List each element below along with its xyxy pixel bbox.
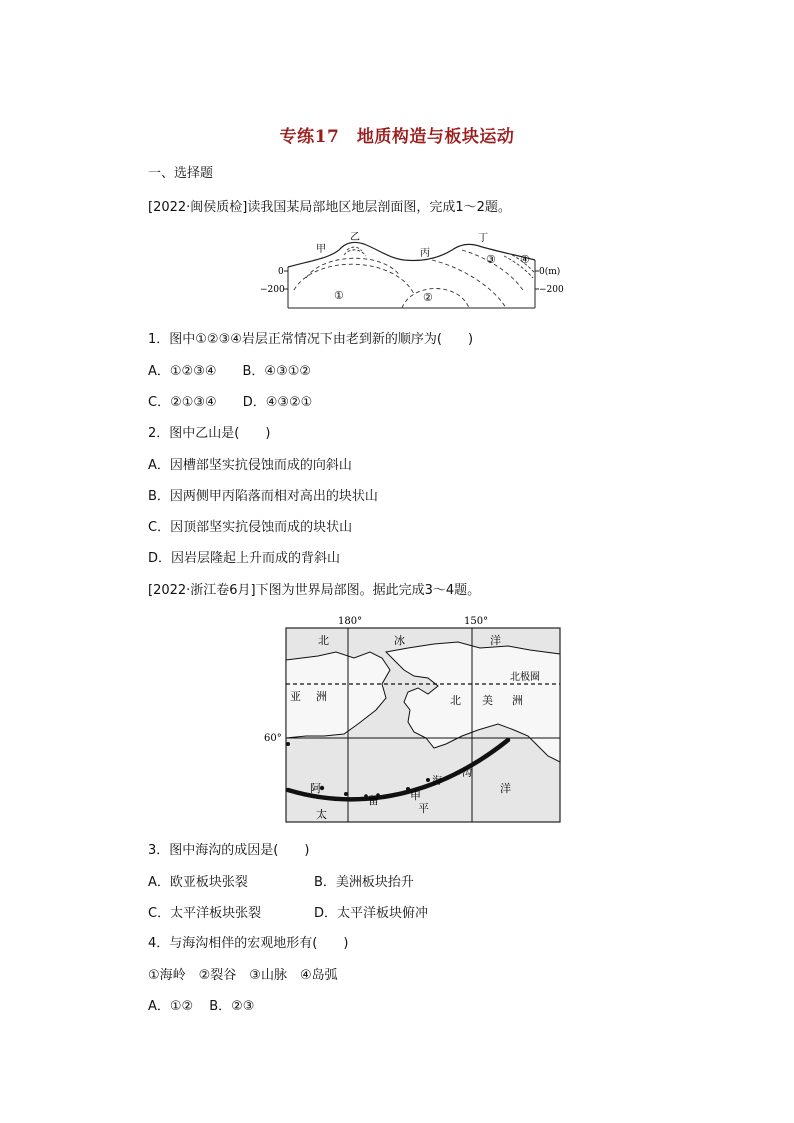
section-heading: 一、选择题	[148, 166, 214, 181]
layer-2: ②	[423, 291, 433, 304]
question-1: 1．图中①②③④岩层正常情况下由老到新的顺序为( )	[148, 332, 474, 347]
namerica-3: 洲	[512, 694, 523, 707]
axis-zero-left: 0	[278, 267, 284, 277]
q1-option-c[interactable]: C．②①③④	[148, 395, 217, 410]
world-map-figure	[258, 612, 564, 826]
q4-option-a[interactable]: A．①②	[148, 999, 194, 1014]
aleutian-3: 申	[410, 789, 421, 802]
pacific-3: 洋	[500, 782, 511, 795]
page-title: 专练17 地质构造与板块运动	[279, 127, 515, 147]
label-bing: 丙	[420, 248, 430, 259]
asia-1: 亚	[290, 690, 301, 703]
axis-minus-left: −200	[260, 285, 285, 295]
lon-150: 150°	[464, 616, 489, 627]
trench-1: 海	[432, 776, 442, 787]
trench-2: 沟	[462, 768, 472, 779]
aleutian-2: 留	[368, 794, 379, 807]
q1-option-b[interactable]: B．④③①②	[242, 364, 312, 379]
q2-option-a[interactable]: A．因槽部坚实抗侵蚀而成的向斜山	[148, 458, 352, 473]
ocean-top-2: 冰	[394, 634, 405, 647]
axis-minus-right: −200	[539, 285, 564, 295]
ocean-top-3: 洋	[490, 634, 501, 647]
cross-section-figure	[254, 230, 574, 312]
lon-180: 180°	[338, 616, 363, 627]
q3-option-b[interactable]: B．美洲板块抬升	[314, 875, 414, 890]
question-1-options-ab	[148, 363, 311, 381]
question-3-options-ab	[148, 874, 414, 892]
layer-3: ③	[486, 253, 496, 266]
question-1-options-cd	[148, 394, 312, 412]
asia-2: 洲	[316, 690, 327, 703]
lat-60: 60°	[264, 733, 282, 744]
question-3: 3．图中海沟的成因是( )	[148, 843, 310, 858]
pacific-2: 平	[418, 802, 429, 815]
label-jia: 甲	[316, 244, 326, 255]
question-2: 2．图中乙山是( )	[148, 426, 271, 441]
axis-zero-right: 0(m)	[539, 267, 561, 277]
source-note-1: [2022·闽侯质检]读我国某局部地区地层剖面图，完成1～2题。	[148, 200, 511, 215]
arctic-circle-label: 北极圈	[510, 672, 540, 683]
q2-option-b[interactable]: B．因两侧甲丙陷落而相对高出的块状山	[148, 489, 378, 504]
q2-option-d[interactable]: D．因岩层隆起上升而成的背斜山	[148, 551, 341, 566]
question-4: 4．与海沟相伴的宏观地形有( )	[148, 936, 349, 951]
namerica-1: 北	[450, 694, 461, 707]
q4-option-b[interactable]: B．②③	[209, 999, 255, 1014]
layer-4: ④	[520, 253, 530, 266]
layer-1: ①	[334, 289, 344, 302]
label-yi: 乙	[350, 232, 360, 243]
pacific-1: 太	[316, 808, 327, 821]
question-4-items: ①海岭 ②裂谷 ③山脉 ④岛弧	[148, 968, 338, 983]
q3-option-c[interactable]: C．太平洋板块张裂	[148, 906, 262, 921]
q3-option-a[interactable]: A．欧亚板块张裂	[148, 875, 248, 890]
question-4-options-ab	[148, 998, 254, 1016]
source-note-2: [2022·浙江卷6月]下图为世界局部图。据此完成3～4题。	[148, 583, 481, 598]
q2-option-c[interactable]: C．因顶部坚实抗侵蚀而成的块状山	[148, 520, 353, 535]
q1-option-d[interactable]: D．④③②①	[242, 395, 313, 410]
aleutian-1: 阿	[310, 782, 321, 795]
question-3-options-cd	[148, 905, 428, 923]
ocean-top-1: 北	[318, 634, 329, 647]
namerica-2: 美	[482, 694, 493, 707]
q1-option-a[interactable]: A．①②③④	[148, 364, 217, 379]
label-ding: 丁	[478, 233, 488, 244]
q3-option-d[interactable]: D．太平洋板块俯冲	[314, 906, 429, 921]
